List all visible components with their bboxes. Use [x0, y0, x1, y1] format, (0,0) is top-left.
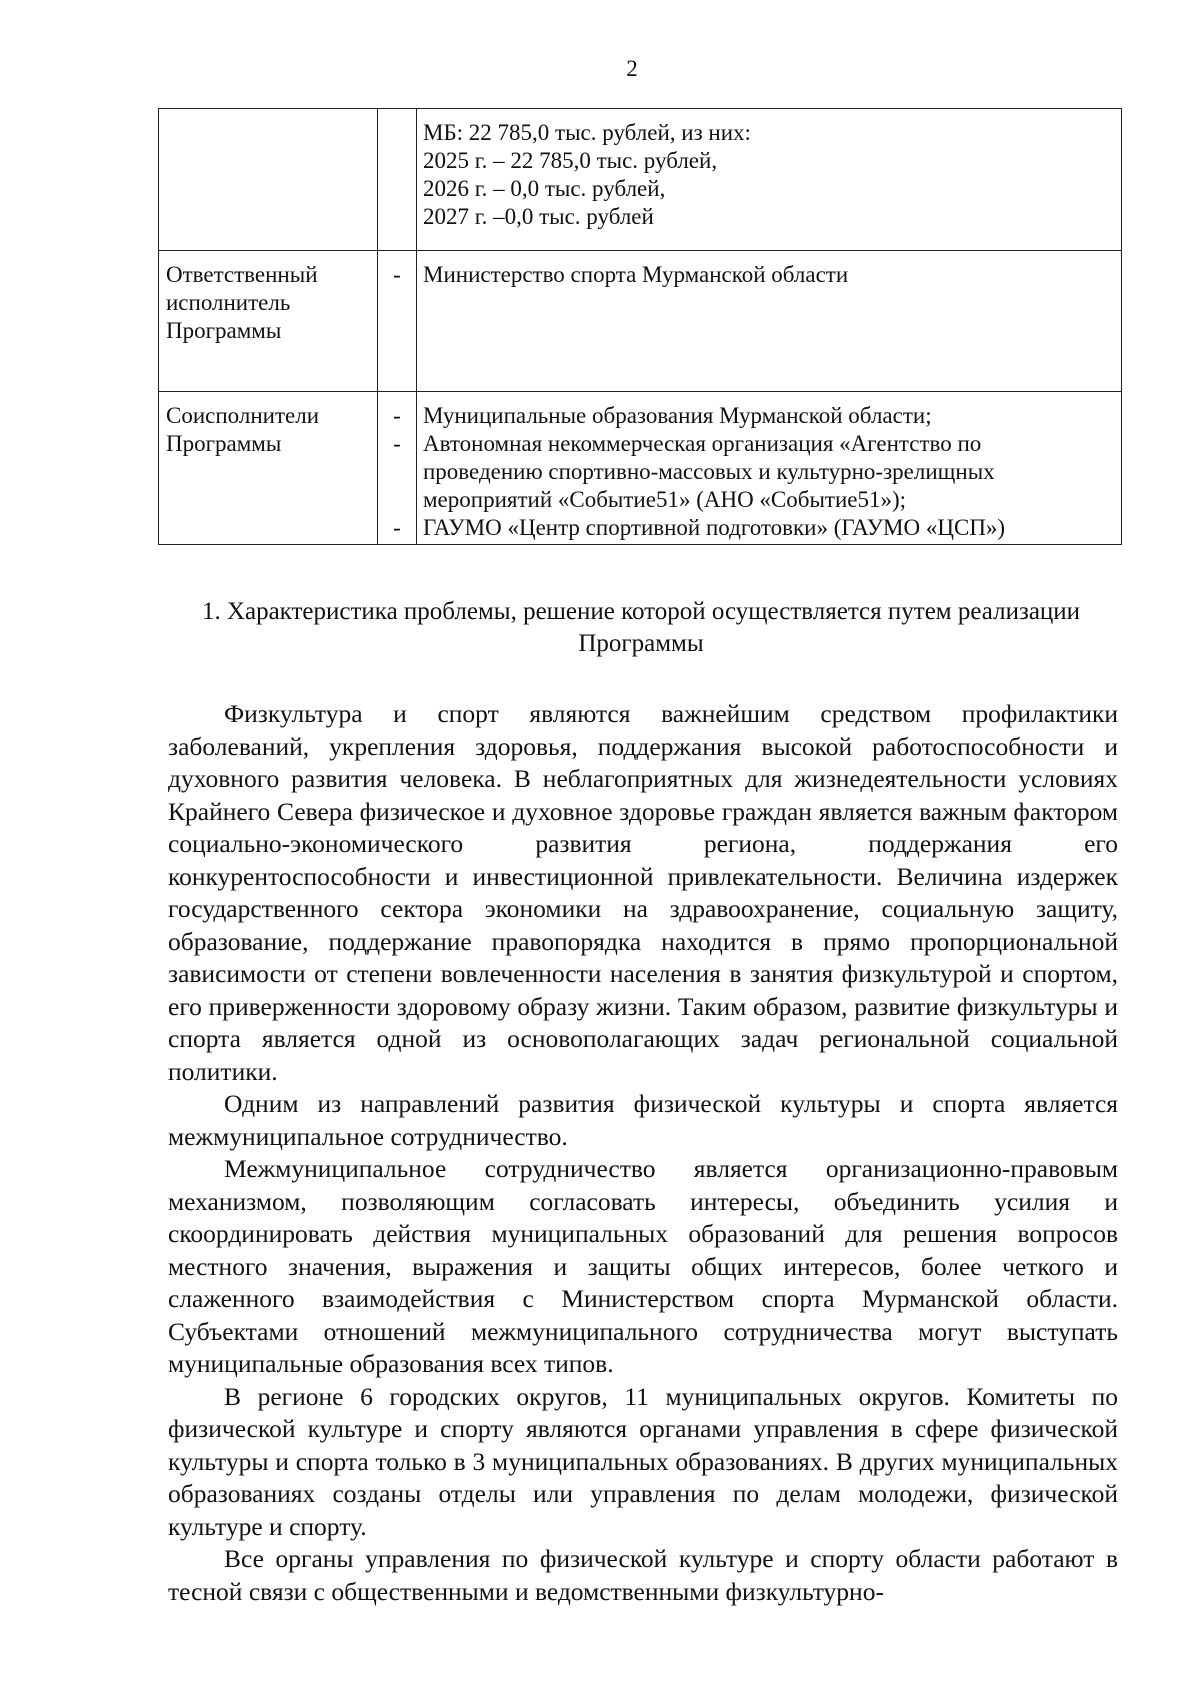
body-text: [168, 698, 1118, 1608]
dash-mark: [378, 486, 416, 514]
program-passport-table: [158, 108, 1122, 545]
table-row: [159, 392, 1122, 545]
row-label: Ответственный исполнитель Программы: [159, 251, 378, 392]
value-line: мероприятий «Событие51» (АНО «Событие51»);: [423, 487, 907, 512]
section-title: 1. Характеристика проблемы, решение которой осуществляется путем реализации Программы: [201, 598, 1081, 657]
dash-mark: -: [393, 403, 401, 428]
dash-mark: [378, 458, 416, 486]
value-line: МБ: 22 785,0 тыс. рублей, из них:: [423, 120, 751, 145]
row-value: [417, 251, 1122, 392]
paragraph: Межмуниципальное сотрудничество является организационно-правовым механизмом, позволяющим согласовать интересы, объединить усилия и скоординировать действия муниципальных образований для решения вопросов местного значения, выражения и защиты общих интересов, более четкого и слаженного взаимодействия с Министерством спорта Мурманской области. Субъектами отношений межмуниципального сотрудничества могут выступать муниципальные образования всех типов.: [168, 1154, 1118, 1378]
dash-cell: [378, 251, 417, 392]
table-row: [159, 251, 1122, 392]
dash-mark: -: [393, 262, 401, 287]
row-value: [417, 109, 1122, 251]
dash-mark: -: [393, 431, 401, 456]
value-line: Автономная некоммерческая организация «Агентство по: [423, 431, 982, 456]
value-line: 2026 г. – 0,0 тыс. рублей,: [423, 176, 666, 201]
value-line: Муниципальные образования Мурманской области;: [423, 403, 932, 428]
row-value: [417, 392, 1122, 545]
paragraph: В регионе 6 городских округов, 11 муниципальных округов. Комитеты по физической культуре и спорту являются органами управления в сфере физической культуры и спорта только в 3 муниципальных образованиях. В других муниципальных образованиях созданы отделы или управления по делам молодежи, физической культуре и спорту.: [168, 1381, 1118, 1541]
value-line: Министерство спорта Мурманской области: [423, 262, 849, 287]
row-label: [159, 109, 378, 251]
dash-cell: [378, 109, 417, 251]
table-row: [159, 109, 1122, 251]
dash-cell: [378, 392, 417, 545]
row-label: Соисполнители Программы: [159, 392, 378, 545]
value-line: 2025 г. – 22 785,0 тыс. рублей,: [423, 148, 718, 173]
paragraph: Физкультура и спорт являются важнейшим средством профилактики заболеваний, укрепления здоровья, поддержания высокой работоспособности и духовного развития человека. В неблагоприятных для жизнедеятельности условиях Крайнего Севера физическое и духовное здоровье граждан является важным фактором социально-экономического развития региона, поддержания его конкурентоспособности и инвестиционной привлекательности. Величина издержек государственного сектора экономики на здравоохранение, социальную защиту, образование, поддержание правопорядка находится в прямо пропорциональной зависимости от степени вовлеченности населения в занятия физкультурой и спортом, его приверженности здоровому образу жизни. Таким образом, развитие физкультуры и спорта является одной из основополагающих задач региональной социальной политики.: [168, 699, 1118, 1086]
dash-mark: -: [393, 515, 401, 540]
value-line: 2027 г. –0,0 тыс. рублей: [423, 204, 654, 229]
value-line: проведению спортивно-массовых и культурно-зрелищных: [423, 459, 995, 484]
paragraph: Все органы управления по физической культуре и спорту области работают в тесной связи с общественными и ведомственными физкультурно-: [168, 1544, 1118, 1606]
page-number: 2: [626, 56, 638, 81]
paragraph: Одним из направлений развития физической культуры и спорта является межмуниципальное сотрудничество.: [168, 1089, 1118, 1151]
value-line: ГАУМО «Центр спортивной подготовки» (ГАУМО «ЦСП»): [423, 515, 1006, 540]
